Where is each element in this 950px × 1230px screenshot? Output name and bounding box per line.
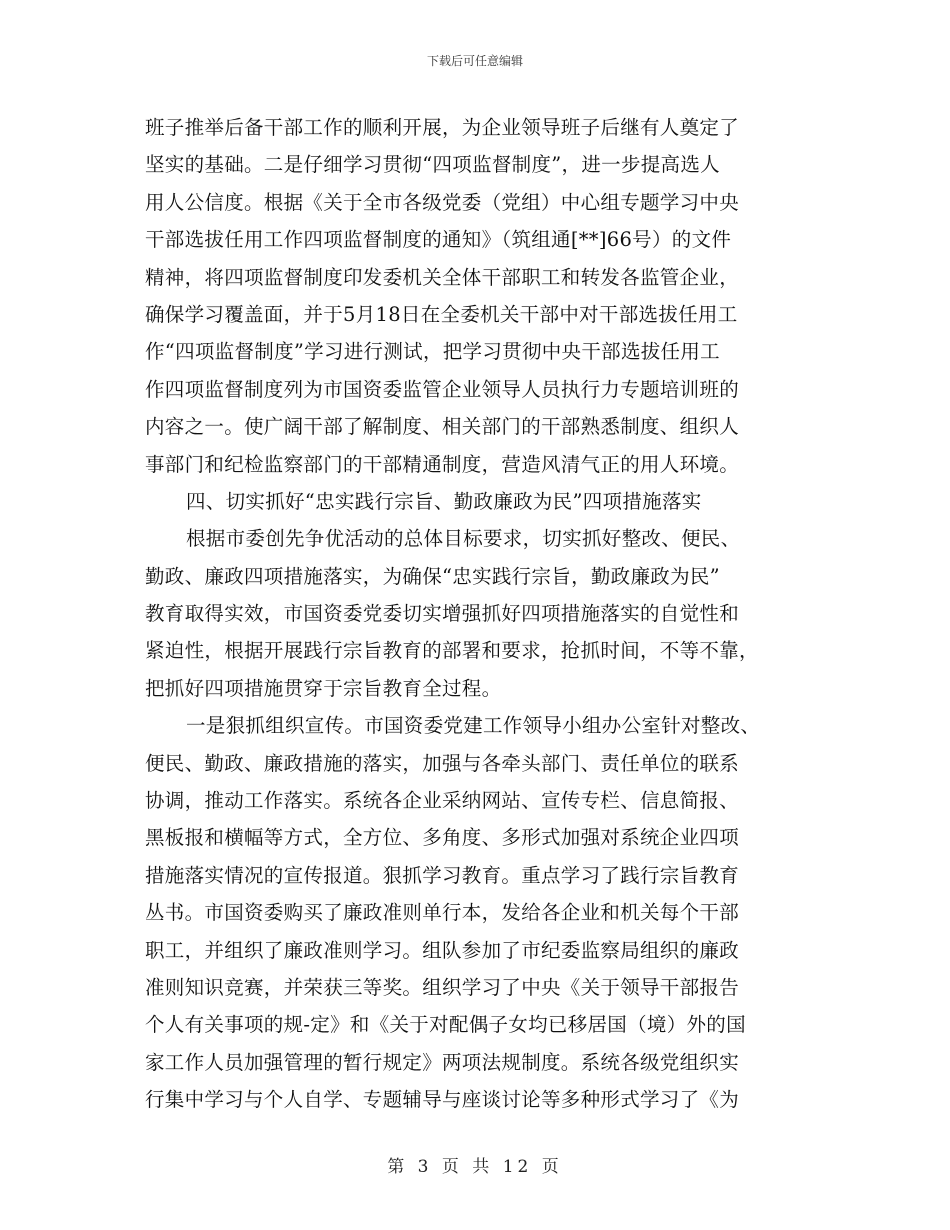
- body-line: 个人有关事项的规-定》和《关于对配偶子女均已移居国（境）外的国: [145, 1013, 746, 1037]
- body-line: 作四项监督制度列为市国资委监管企业领导人员执行力专题培训班的: [145, 377, 740, 401]
- body-line: 黑板报和横幅等方式，全方位、多角度、多形式加强对系统企业四项: [145, 826, 740, 850]
- body-line: 家工作人员加强管理的暂行规定》两项法规制度。系统各级党组织实: [145, 1050, 740, 1074]
- section-heading: 四、切实抓好“忠实践行宗旨、勤政廉政为民”四项措施落实: [186, 489, 702, 513]
- body-line: 准则知识竞赛，并荣获三等奖。组织学习了中央《关于领导干部报告: [145, 975, 740, 999]
- body-line: 职工，并组织了廉政准则学习。组队参加了市纪委监察局组织的廉政: [145, 938, 740, 962]
- body-line: 根据市委创先争优活动的总体目标要求，切实抓好整改、便民、: [186, 527, 741, 551]
- body-line: 一是狠抓组织宣传。市国资委党建工作领导小组办公室针对整改、: [186, 714, 761, 738]
- body-line: 措施落实情况的宣传报道。狠抓学习教育。重点学习了践行宗旨教育: [145, 863, 740, 887]
- body-line: 内容之一。使广阔干部了解制度、相关部门的干部熟悉制度、组织人: [145, 415, 740, 439]
- body-line: 作“四项监督制度”学习进行测试，把学习贯彻中央干部选拔任用工: [145, 340, 720, 364]
- page-header: 下载后可任意编辑: [426, 54, 523, 68]
- body-line: 班子推举后备干部工作的顺利开展，为企业领导班子后继有人奠定了: [145, 116, 740, 139]
- body-line: 行集中学习与个人自学、专题辅导与座谈讨论等多种形式学习了《为: [145, 1088, 740, 1112]
- body-line: 把抓好四项措施贯穿于宗旨教育全过程。: [145, 676, 502, 700]
- body-line: 教育取得实效，市国资委党委切实增强抓好四项措施落实的自觉性和: [145, 602, 740, 626]
- body-line: 丛书。市国资委购买了廉政准则单行本，发给各企业和机关每个干部: [145, 901, 740, 925]
- body-line: 事部门和纪检监察部门的干部精通制度，营造风清气正的用人环境。: [145, 452, 740, 476]
- body-line: 便民、勤政、廉政措施的落实，加强与各牵头部门、责任单位的联系: [145, 751, 740, 775]
- body-line: 精神，将四项监督制度印发委机关全体干部职工和转发各监管企业，: [145, 265, 740, 289]
- page-number-footer: 第 3 页 共 12 页: [387, 1157, 563, 1177]
- document-body: [145, 109, 805, 1119]
- body-line: 勤政、廉政四项措施落实，为确保“忠实践行宗旨，勤政廉政为民”: [145, 564, 720, 588]
- body-line: 干部选拔任用工作四项监督制度的通知》（筑组通[**]66号）的文件: [145, 228, 732, 252]
- body-line: 确保学习覆盖面，并于5月18日在全委机关干部中对干部选拔任用工: [145, 302, 738, 326]
- body-line: 紧迫性，根据开展践行宗旨教育的部署和要求，抢抓时间，不等不靠，: [145, 639, 759, 663]
- body-line: 用人公信度。根据《关于全市各级党委（党组）中心组专题学习中央: [145, 190, 740, 214]
- body-line: 坚实的基础。二是仔细学习贯彻“四项监督制度”，进一步提高选人: [145, 153, 720, 177]
- body-line: 协调，推动工作落实。系统各企业采纳网站、宣传专栏、信息简报、: [145, 789, 740, 813]
